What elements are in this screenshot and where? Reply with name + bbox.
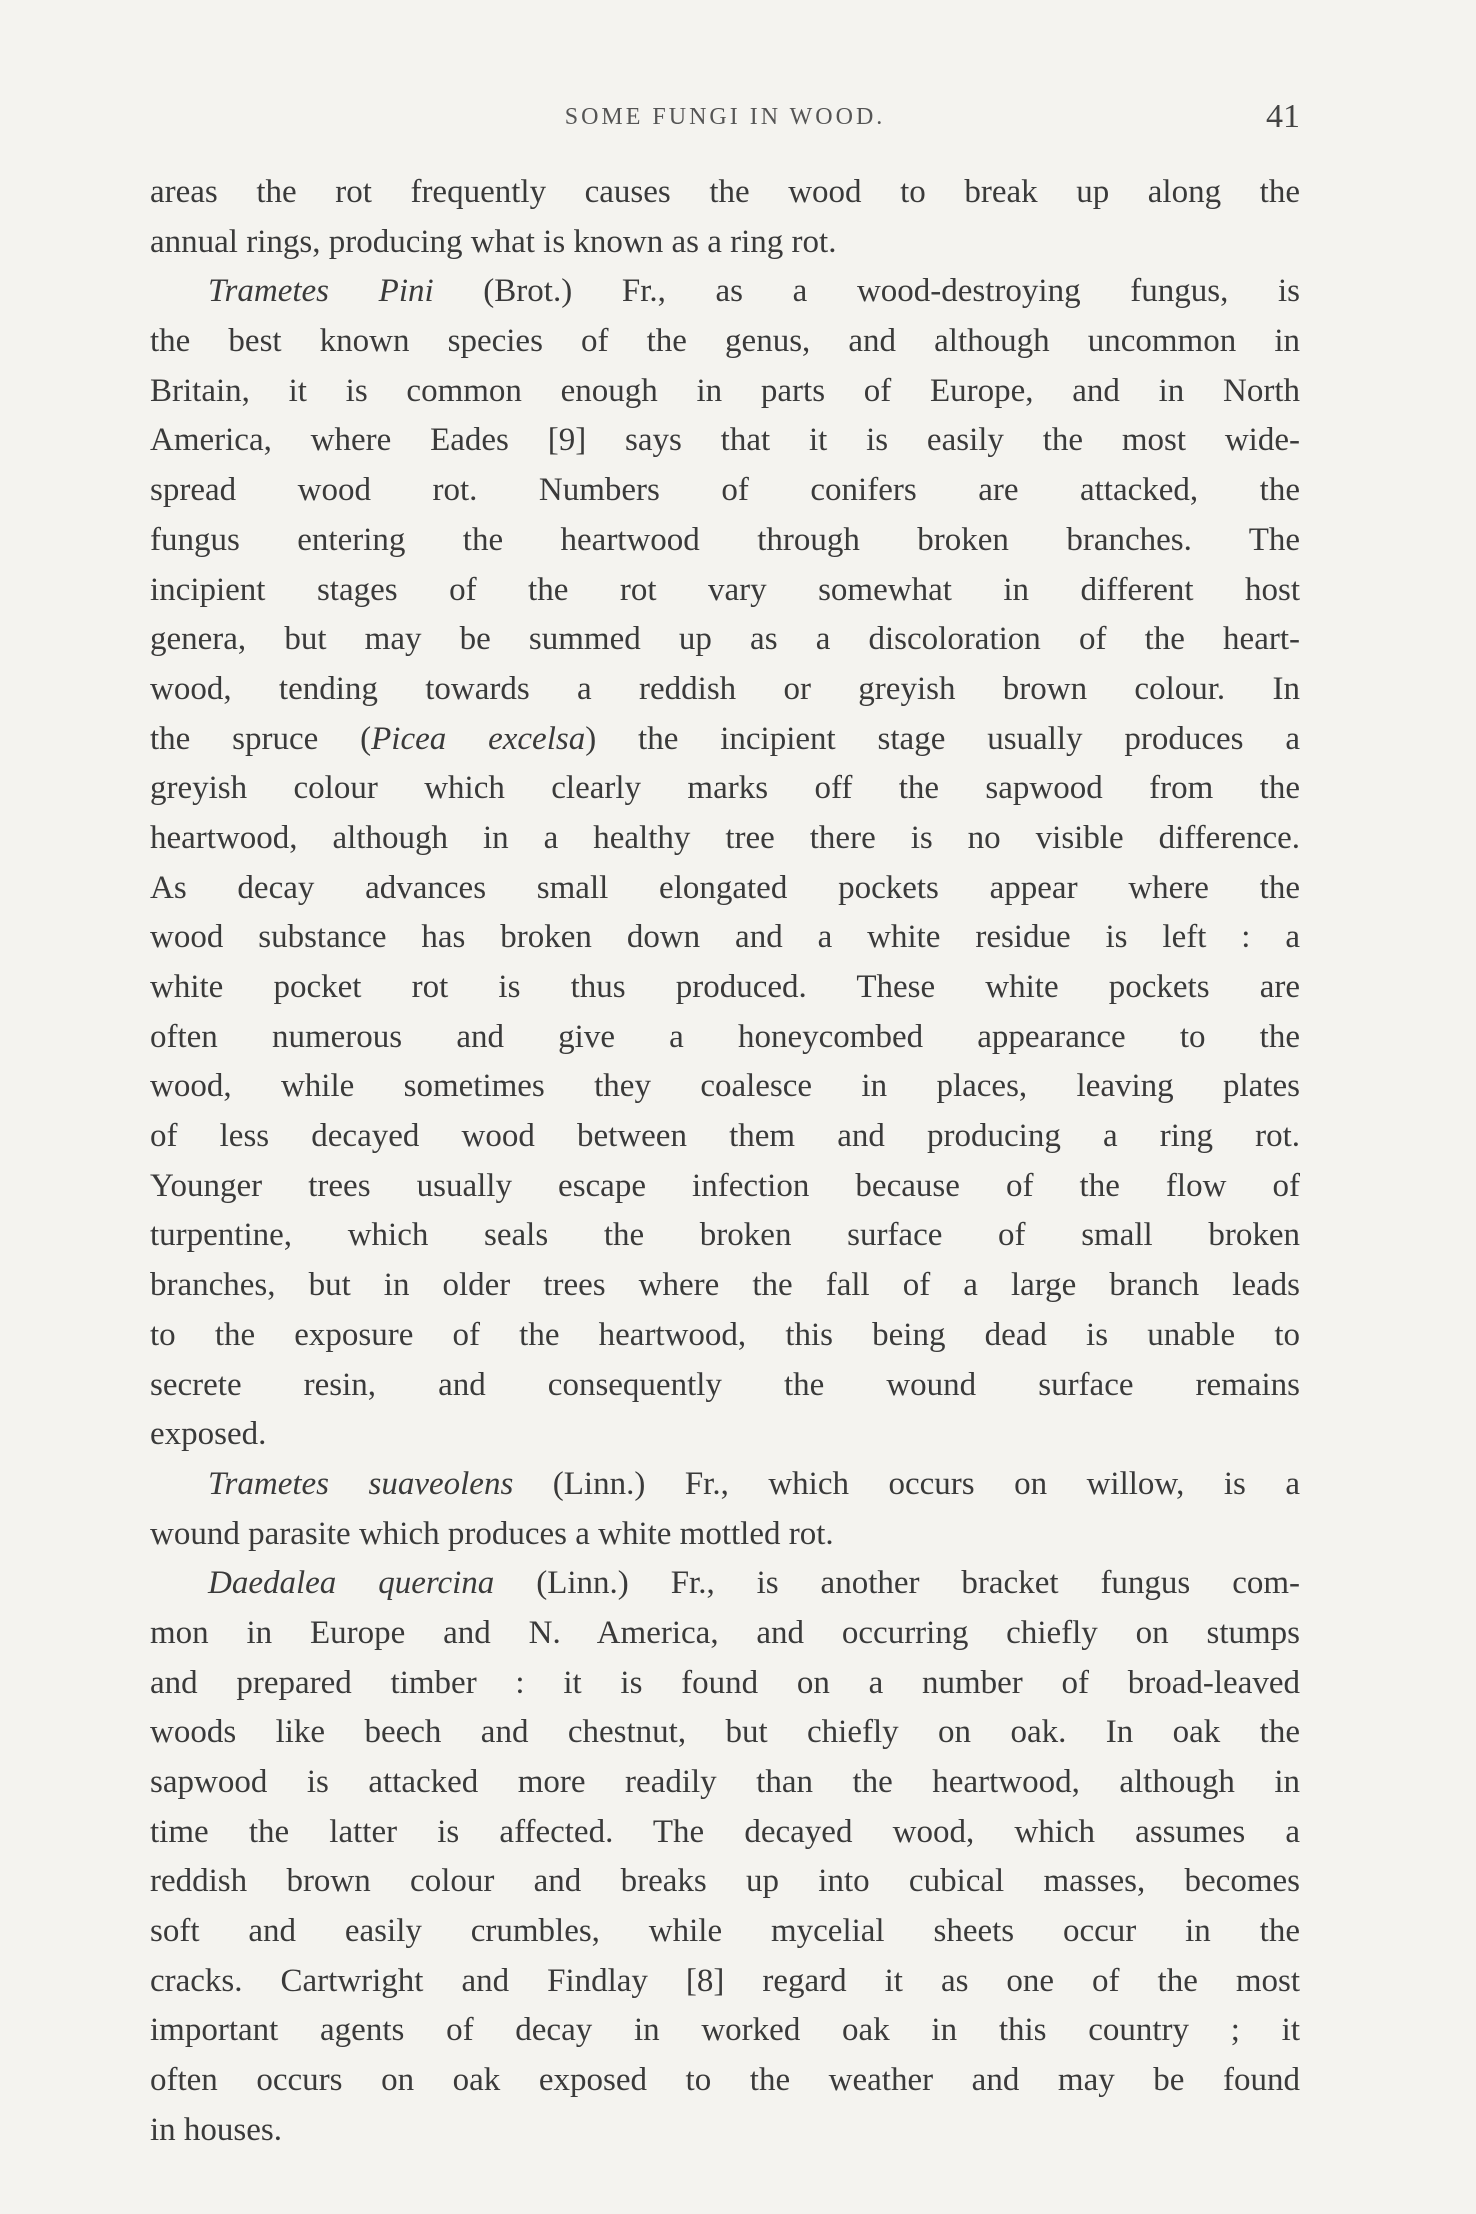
body-text [150, 168, 1300, 2156]
italic-species-name: Trametes suaveolens [208, 1465, 514, 1502]
italic-species-name: Trametes Pini [208, 273, 434, 310]
text-line: greyish colour which clearly marks off the sapwood from the [150, 770, 1300, 807]
text-line: wood, while sometimes they coalesce in places, leaving plates [150, 1068, 1300, 1105]
running-head [150, 92, 1300, 142]
text-line [150, 715, 1300, 765]
text-run: (Linn.) Fr., which occurs on willow, is a [513, 1465, 1300, 1502]
text-line: sapwood is attacked more readily than the heartwood, although in [150, 1764, 1300, 1800]
text-line: incipient stages of the rot vary somewhat in different host [150, 571, 1300, 608]
text-line: America, where Eades [9] says that it is easily the most wide- [150, 422, 1300, 459]
text-line: the best known species of the genus, and although uncommon in [150, 323, 1300, 360]
text-line: cracks. Cartwright and Findlay [8] regard it as one of the most [150, 1962, 1300, 1999]
running-title: SOME FUNGI IN WOOD. [564, 104, 886, 130]
text-line: white pocket rot is thus produced. These white pockets are [150, 969, 1300, 1005]
text-line: turpentine, which seals the broken surface of small broken [150, 1217, 1300, 1254]
text-line: branches, but in older trees where the fall of a large branch leads [150, 1267, 1300, 1304]
text-line: soft and easily crumbles, while mycelial sheets occur in the [150, 1913, 1300, 1950]
text-run: (Brot.) Fr., as a wood-destroying fungus, is [433, 273, 1300, 310]
text-line [150, 1460, 1300, 1510]
text-line: exposed. [150, 1416, 267, 1453]
text-line: wound parasite which produces a white mottled rot. [150, 1515, 834, 1552]
text-line: to the exposure of the heartwood, this being dead is unable to [150, 1316, 1300, 1353]
text-run: ) the incipient stage usually produces a [585, 720, 1300, 757]
text-run: the spruce ( [150, 720, 372, 757]
text-line [150, 267, 1300, 317]
text-line: spread wood rot. Numbers of conifers are attacked, the [150, 472, 1300, 509]
text-line: often numerous and give a honeycombed appearance to the [150, 1018, 1300, 1055]
text-line [150, 1559, 1300, 1609]
italic-species-name: Daedalea quercina [208, 1565, 495, 1602]
text-line: important agents of decay in worked oak in this country ; it [150, 2012, 1300, 2049]
text-line: reddish brown colour and breaks up into cubical masses, becomes [150, 1863, 1300, 1900]
text-line: often occurs on oak exposed to the weather and may be found [150, 2062, 1300, 2099]
text-line: genera, but may be summed up as a discoloration of the heart- [150, 621, 1300, 658]
text-run: (Linn.) Fr., is another bracket fungus com- [494, 1565, 1300, 1602]
text-line: heartwood, although in a healthy tree there is no visible difference. [150, 819, 1300, 856]
text-line: wood substance has broken down and a white residue is left : a [150, 919, 1300, 956]
page-number: 41 [1266, 98, 1300, 135]
text-line: secrete resin, and consequently the wound surface remains [150, 1366, 1300, 1403]
text-line: in houses. [150, 2111, 282, 2148]
text-line: and prepared timber : it is found on a number of broad-leaved [150, 1664, 1300, 1701]
text-line: annual rings, producing what is known as a ring rot. [150, 223, 837, 260]
text-line: time the latter is affected. The decayed wood, which assumes a [150, 1813, 1300, 1850]
text-line: of less decayed wood between them and producing a ring rot. [150, 1118, 1300, 1155]
text-line: areas the rot frequently causes the wood to break up along the [150, 174, 1300, 210]
text-line: mon in Europe and N. America, and occurring chiefly on stumps [150, 1614, 1300, 1651]
text-line: As decay advances small elongated pockets appear where the [150, 869, 1300, 906]
text-line: Younger trees usually escape infection because of the flow of [150, 1167, 1300, 1204]
text-line: woods like beech and chestnut, but chiefly on oak. In oak the [150, 1714, 1300, 1751]
text-line: wood, tending towards a reddish or greyish brown colour. In [150, 670, 1300, 707]
italic-species-name: Picea excelsa [371, 720, 586, 757]
text-line: fungus entering the heartwood through broken branches. The [150, 521, 1300, 558]
text-line: Britain, it is common enough in parts of Europe, and in North [150, 372, 1300, 409]
